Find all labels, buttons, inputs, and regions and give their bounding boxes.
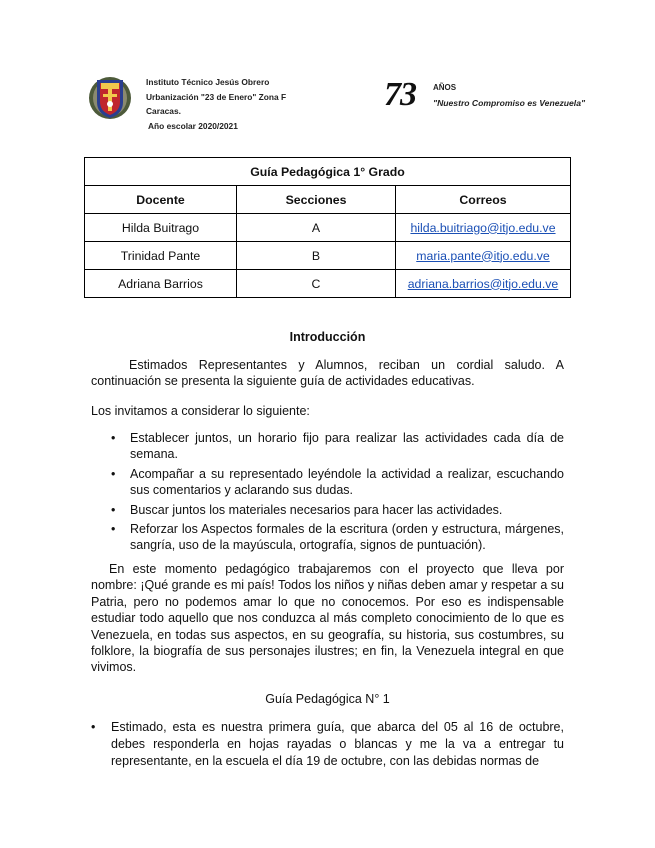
bullet-icon: • [91,720,96,734]
institution-address: Urbanización "23 de Enero" Zona F [146,91,287,102]
project-text: En este momento pedagógico trabajaremos con el proyecto que lleva por nombre: ¡Qué grande es mi país! Todos los niños y niñas deben amar y respetar a su Patria, pero no podemos amar lo que no conocemos. Por eso es indispensable estudiar todo aquello que nos conduzca al más completo conocimiento de lo que es Venezuela, en todas sus aspectos, en su geografía, su historia, sus costumbres, su folklore, la biografía de sus personajes ilustres; en fin, la Venezuela integral en que vivimos. [91,562,564,675]
teacher-name: Trinidad Pante [85,242,237,270]
guide-heading: Guía Pedagógica N° 1 [265,692,390,706]
teacher-email-cell [396,242,571,270]
column-header-teacher: Docente [85,186,237,214]
school-year: Año escolar 2020/2021 [148,120,238,131]
teacher-email-cell [396,214,571,242]
email-link[interactable]: adriana.barrios@itjo.edu.ve [407,276,559,291]
list-item-text: Reforzar los Aspectos formales de la escritura (orden y estructura, márgenes, sangría, uso de la mayúscula, ortografía, signos de puntuación). [130,522,564,553]
institution-name: Instituto Técnico Jesús Obrero [146,77,270,87]
anniversary-number: 73 [384,76,416,113]
bullet-icon: • [111,522,116,537]
list-item [91,719,564,770]
email-link[interactable]: hilda.buitriago@itjo.edu.ve [410,220,556,235]
list-item [91,502,564,518]
bullet-icon: • [111,502,116,517]
invite-text: Los invitamos a considerar lo siguiente: [91,404,310,418]
teacher-email-cell [396,270,571,298]
project-paragraph [91,561,564,676]
section-letter: A [237,214,396,242]
table-row [85,270,571,298]
bullet-icon: • [111,431,116,445]
recommendations-list [91,430,564,557]
list-item-text: Establecer juntos, un horario fijo para realizar las actividades cada día de semana. [130,431,564,462]
list-item-text: Acompañar a su representado leyéndole la actividad a realizar, escuchando sus comentarios y aclarando sus dudas. [130,466,564,498]
email-link[interactable]: maria.pante@itjo.edu.ve [416,248,550,263]
section-letter: B [237,242,396,270]
anniversary-motto: "Nuestro Compromiso es Venezuela" [433,98,586,108]
list-item-text: Estimado, esta es nuestra primera guía, que abarca del 05 al 16 de octubre, debes responderla en hojas rayadas o blancas y me la va a entregar tu representante, en la escuela el día 19 de octubre, con las debidas normas de [111,720,564,768]
bullet-icon: • [111,466,116,481]
list-item [91,466,564,499]
list-item-text: Buscar juntos los materiales necesarios para hacer las actividades. [130,502,503,517]
teachers-table [84,157,571,298]
guide-list [91,719,564,770]
institute-crest-logo [88,74,132,120]
greeting-paragraph [91,357,564,390]
table-title: Guía Pedagógica 1° Grado [85,158,571,186]
institution-info [146,75,286,133]
list-item [91,430,564,463]
list-item [91,521,564,554]
teacher-name: Adriana Barrios [85,270,237,298]
greeting-text: Estimados Representantes y Alumnos, reciban un cordial saludo. A continuación se presenta la siguiente guía de actividades educativas. [91,358,564,389]
table-row [85,242,571,270]
column-header-section: Secciones [237,186,396,214]
institution-city: Caracas. [146,106,181,116]
table-row [85,214,571,242]
anniversary-word: AÑOS [433,83,457,92]
teacher-name: Hilda Buitrago [85,214,237,242]
column-header-email: Correos [396,186,571,214]
section-letter: C [237,270,396,298]
intro-heading: Introducción [289,330,366,344]
